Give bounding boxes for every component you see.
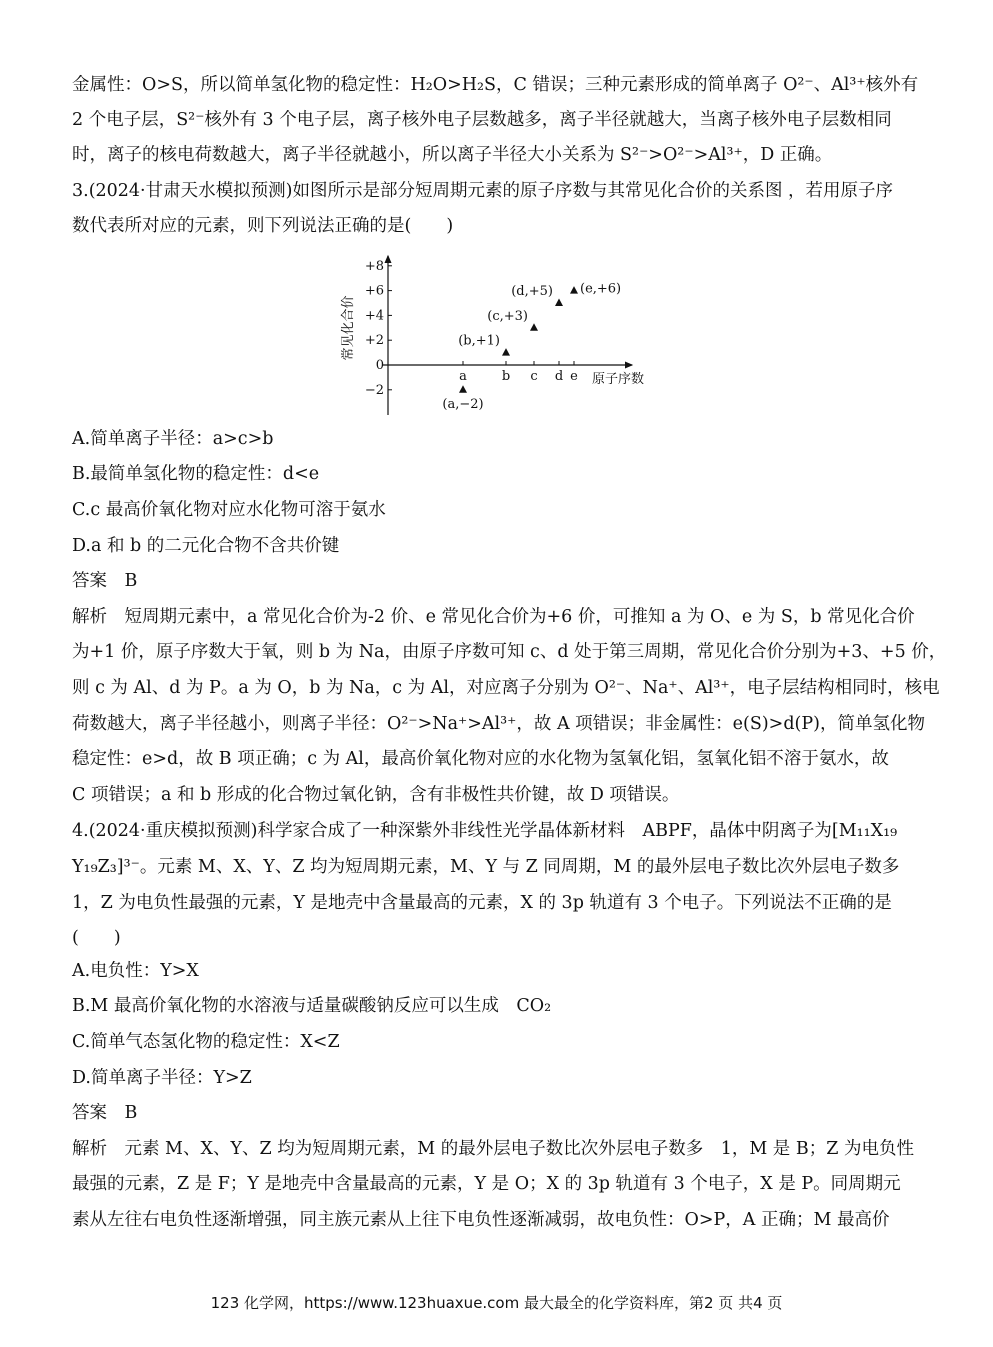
data-label: (a,−2): [442, 396, 484, 412]
question-4-stem: ( ): [72, 928, 121, 948]
analysis-line: 稳定性：e>d，故 B 项正确；c 为 Al，最高价氧化物对应的水化物为氢氧化铝，氢氧化铝不溶于氨水，故: [72, 749, 889, 769]
data-point: [459, 385, 467, 393]
text-line: 金属性：O>S，所以简单氢化物的稳定性：H₂O>H₂S，C 错误；三种元素形成的简单离子 O²⁻、Al³⁺核外有: [72, 75, 919, 95]
question-3-stem: 数代表所对应的元素，则下列说法正确的是( ): [72, 216, 454, 236]
analysis-line: 素从左往右电负性逐渐增强，同主族元素从上往下电负性逐渐减弱，故电负性：O>P，A 正确；M 最高价: [72, 1210, 890, 1230]
question-3-stem: 3.(2024·甘肃天水模拟预测)如图所示是部分短周期元素的原子序数与其常见化合价的关系图 ，若用原子序: [72, 181, 894, 201]
y-tick-label: +8: [364, 258, 384, 274]
option-c: C.c 最高价氧化物对应水化物可溶于氨水: [72, 500, 386, 520]
y-tick-label: +2: [364, 333, 384, 349]
option-b: B.最简单氢化物的稳定性：d<e: [72, 464, 320, 484]
option-a: A.简单离子半径：a>c>b: [72, 429, 274, 449]
analysis-line: 荷数越大，离子半径越小，则离子半径：O²⁻>Na⁺>Al³⁺，故 A 项错误；非金属性：e(S)>d(P)，简单氢化物: [72, 714, 925, 734]
x-tick-label: e: [570, 369, 578, 384]
y-tick-label: 0: [375, 358, 384, 373]
question-4-stem: 1，Z 为电负性最强的元素，Y 是地壳中含量最高的元素，X 的 3p 轨道有 3 个电子。下列说法不正确的是: [72, 893, 892, 913]
option-d: D.简单离子半径：Y>Z: [72, 1068, 252, 1088]
data-point: [502, 348, 510, 356]
question-4-stem: 4.(2024·重庆模拟预测)科学家合成了一种深紫外非线性光学晶体新材料 ABPF，晶体中阴离子为[M₁₁X₁₉: [72, 821, 898, 841]
x-tick-label: a: [459, 369, 467, 384]
data-label: (b,+1): [458, 333, 500, 349]
analysis-line: 解析 短周期元素中，a 常见化合价为-2 价、e 常见化合价为+6 价，可推知 a 为 O、e 为 S，b 常见化合价: [72, 607, 915, 627]
data-label: (c,+3): [487, 308, 528, 324]
answer: 答案 B: [72, 1103, 138, 1123]
analysis-line: C 项错误；a 和 b 形成的化合物过氧化钠，含有非极性共价键，故 D 项错误。: [72, 785, 680, 805]
text-line: 时，离子的核电荷数越大，离子半径就越小，所以离子半径大小关系为 S²⁻>O²⁻>Al³⁺，D 正确。: [72, 145, 833, 165]
option-c: C.简单气态氢化物的稳定性：X<Z: [72, 1032, 340, 1052]
question-4-stem: Y₁₉Z₃]³⁻。元素 M、X、Y、Z 均为短周期元素，M、Y 与 Z 同周期，M 的最外层电子数比次外层电子数多: [72, 857, 900, 877]
data-label: (e,+6): [580, 281, 622, 297]
analysis-line: 最强的元素，Z 是 F；Y 是地壳中含量最高的元素，Y 是 O；X 的 3p 轨道有 3 个电子，X 是 P。同周期元: [72, 1174, 901, 1194]
text-line: 2 个电子层，S²⁻核外有 3 个电子层，离子核外电子层数越多，离子半径就越大，当离子核外电子层数相同: [72, 110, 892, 130]
option-d: D.a 和 b 的二元化合物不含共价键: [72, 536, 340, 556]
data-point: [555, 299, 563, 307]
analysis-line: 为+1 价，原子序数大于氧，则 b 为 Na，由原子序数可知 c、d 处于第三周期，常见化合价分别为+3、+5 价，: [72, 642, 947, 662]
x-axis-label: 原子序数: [591, 372, 645, 387]
valence-chart: [330, 250, 660, 420]
page-footer: 123 化学网，https://www.123huaxue.com 最大最全的化学资料库，第2 页 共4 页: [210, 1294, 783, 1312]
analysis-line: 解析 元素 M、X、Y、Z 均为短周期元素，M 的最外层电子数比次外层电子数多 1，M 是 B；Z 为电负性: [72, 1139, 914, 1159]
y-tick-label: −2: [364, 382, 384, 398]
answer: 答案 B: [72, 571, 138, 591]
y-tick-label: +4: [364, 308, 384, 324]
x-tick-label: c: [530, 369, 538, 384]
data-point: [530, 323, 538, 331]
x-tick-label: d: [554, 369, 564, 384]
x-tick-label: b: [501, 369, 511, 384]
analysis-line: 则 c 为 Al、d 为 P。a 为 O，b 为 Na，c 为 Al，对应离子分别为 O²⁻、Na⁺、Al³⁺，电子层结构相同时，核电: [72, 678, 940, 698]
option-b: B.M 最高价氧化物的水溶液与适量碳酸钠反应可以生成 CO₂: [72, 996, 552, 1016]
y-axis-label: 常见化合价: [341, 295, 356, 361]
data-label: (d,+5): [511, 284, 553, 299]
option-a: A.电负性：Y>X: [72, 961, 199, 981]
y-tick-label: +6: [364, 283, 384, 299]
data-point: [570, 286, 578, 294]
